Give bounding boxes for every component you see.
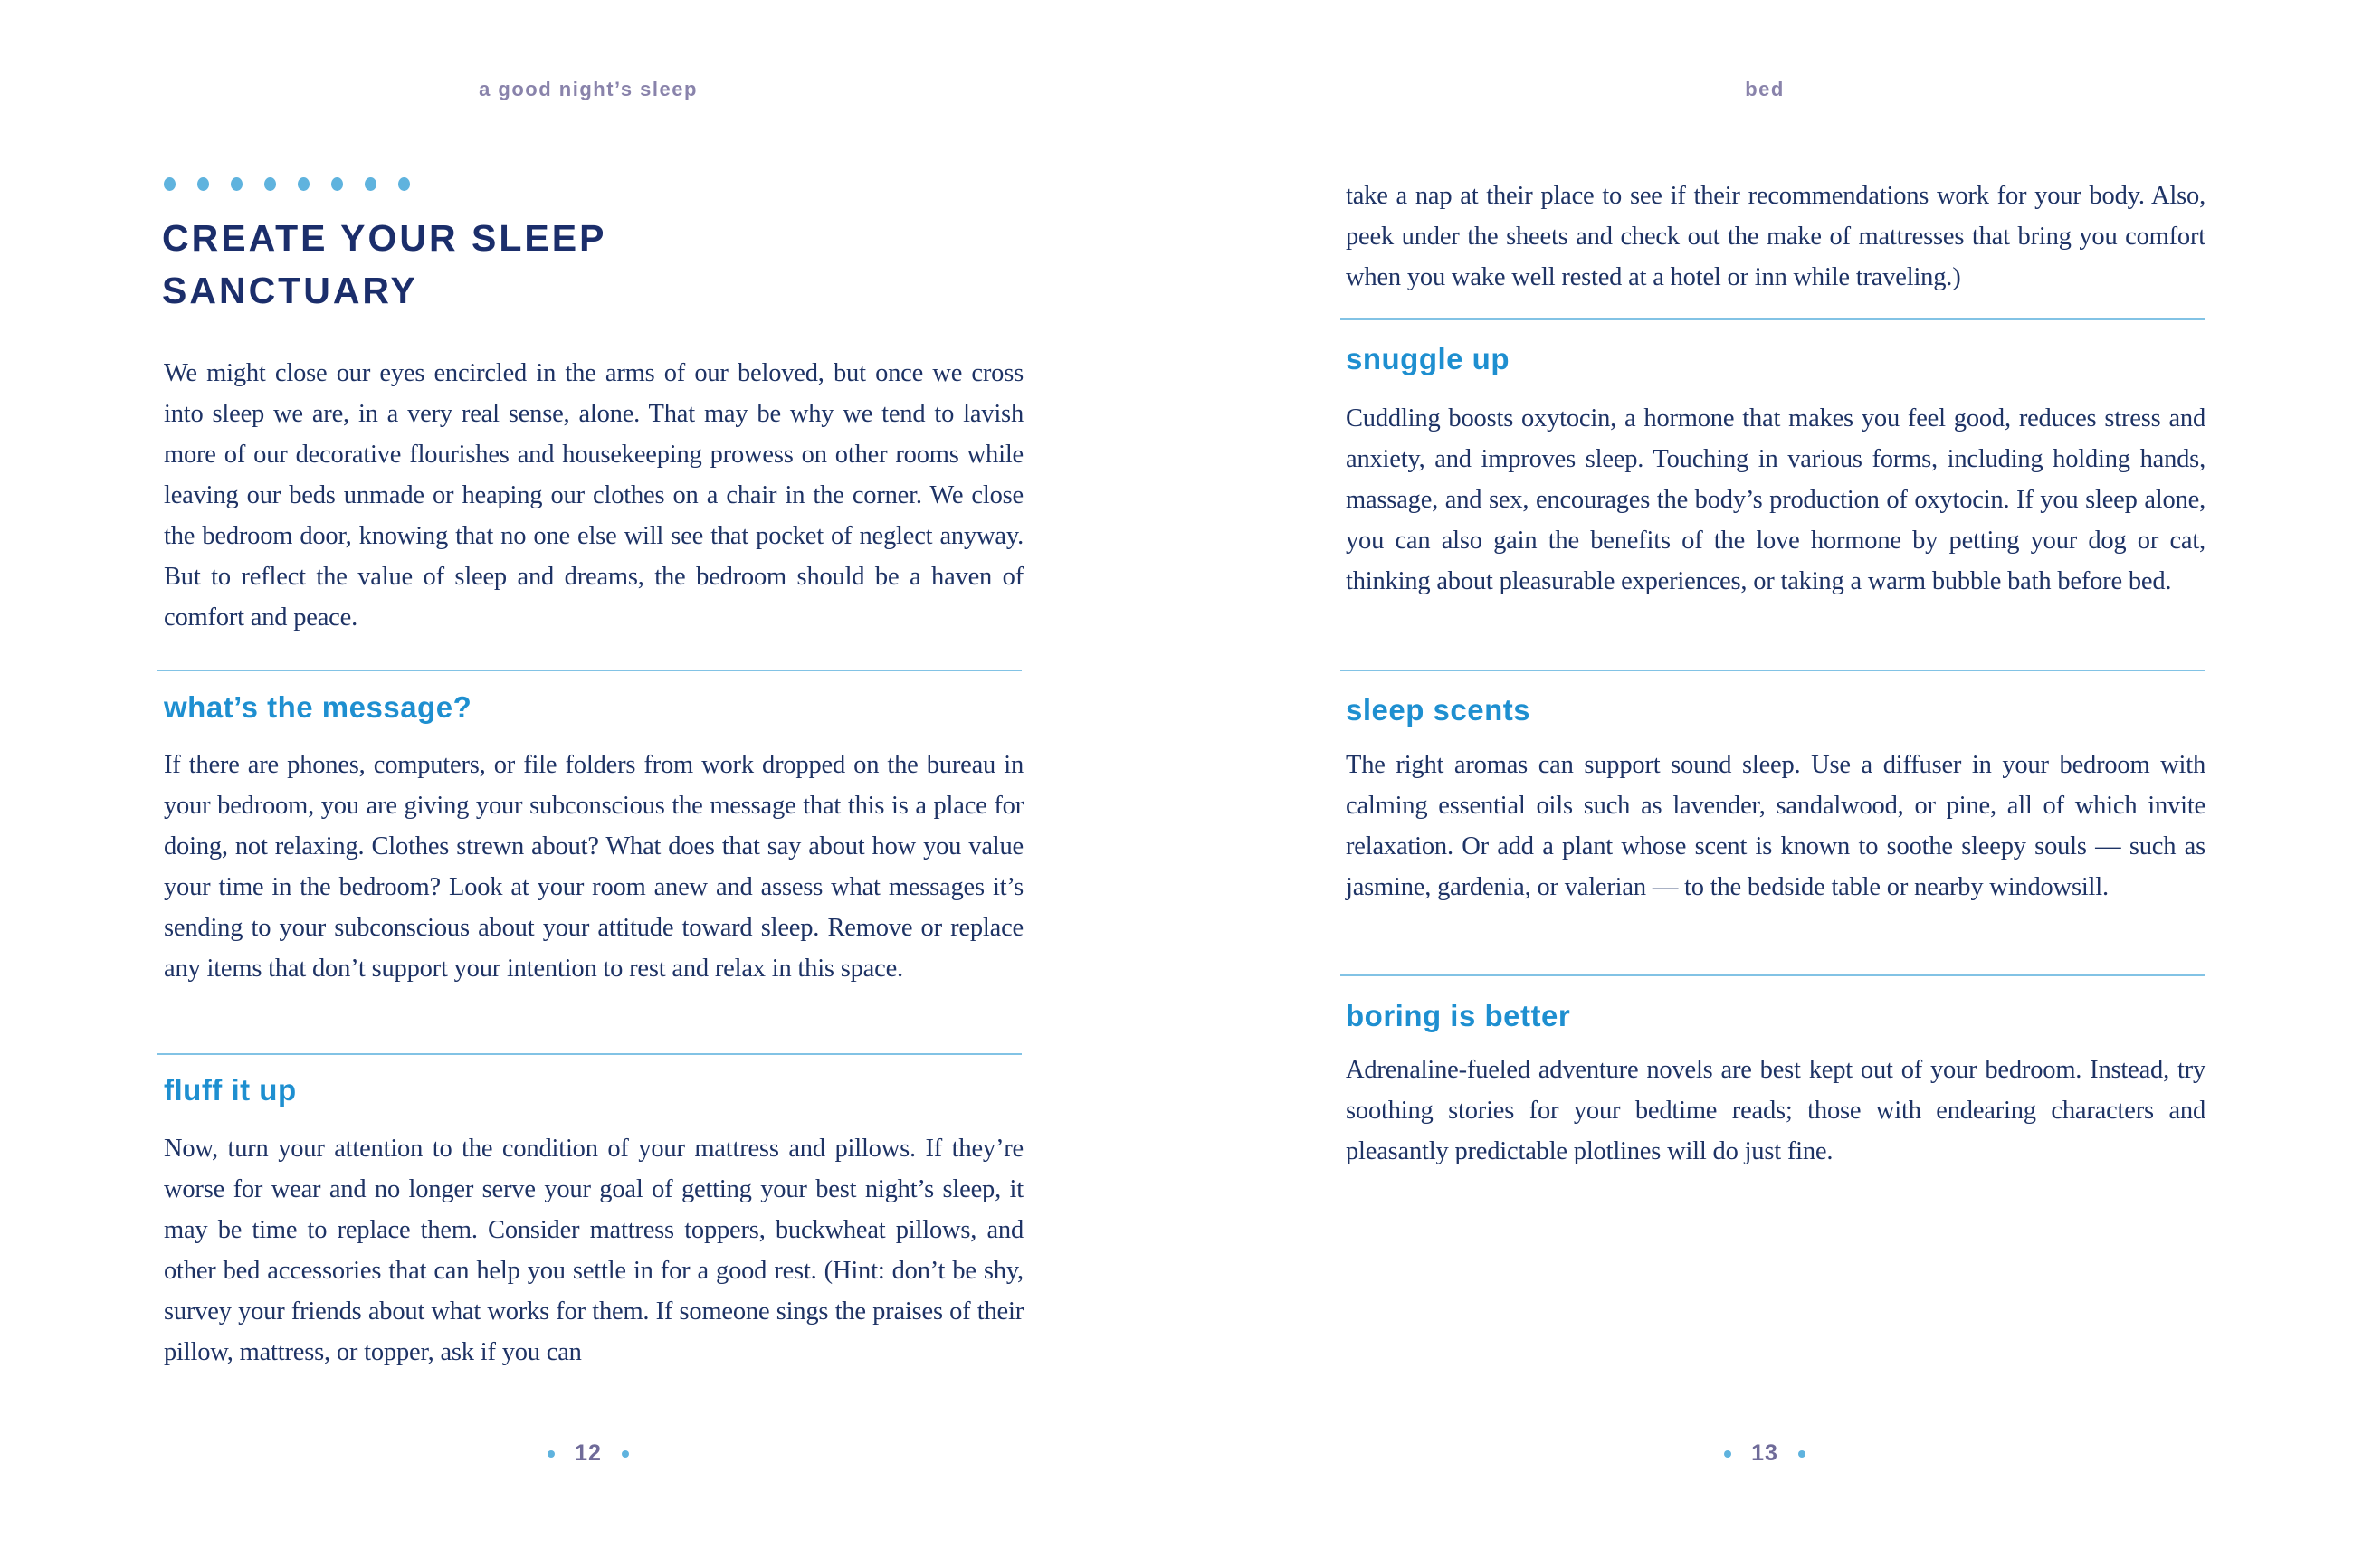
section-body: Now, turn your attention to the condition of your mattress and pillows. If they’re worse for wear and no longer serve your goal of getting your best night’s sleep, it may be time to replace them. Consider mattress toppers, buckwheat pillows, and other bed accessories that can help you settle in for a good rest. (Hint: don’t be shy, survey your friends about what works for them. If someone sings the praises of their pillow, mattress, or topper, ask if you can bbox=[164, 1135, 1024, 1366]
dot bbox=[197, 177, 209, 191]
section-body: Adrenaline-fueled adventure novels are best kept out of your bedroom. Instead, try soothing stories for your bedtime reads; those with endearing characters and pleasantly predictable plotlines will do just fine. bbox=[1346, 1056, 2205, 1165]
section-body: If there are phones, computers, or file folders from work dropped on the bureau in your bedroom, you are giving your subconscious the message that this is a place for doing, not relaxing. Clothes strewn about? What does that say about how you value your time in the bedroom? Look at your room anew and assess what messages it’s sending to your subconscious about your attitude toward sleep. Remove or replace any items that don’t support your intention to rest and relax in this space. bbox=[164, 751, 1024, 983]
dot bbox=[264, 177, 276, 191]
section-heading-snuggle-up: snuggle up bbox=[1346, 342, 1510, 375]
section-divider bbox=[1340, 670, 2205, 671]
section-heading-whats-the-message: what’s the message? bbox=[164, 690, 472, 724]
chapter-title bbox=[162, 212, 606, 317]
dot bbox=[298, 177, 310, 191]
folio-dot bbox=[548, 1450, 555, 1458]
running-header-right: bed bbox=[1745, 78, 1785, 100]
section-divider bbox=[1340, 318, 2205, 320]
folio-dot bbox=[1724, 1450, 1731, 1458]
running-header-left: a good night’s sleep bbox=[479, 78, 698, 100]
page-left bbox=[0, 0, 1176, 1568]
folio-number: 12 bbox=[575, 1440, 602, 1466]
folio-dot bbox=[622, 1450, 629, 1458]
page-right bbox=[1176, 0, 2353, 1568]
section-body: Cuddling boosts oxytocin, a hormone that makes you feel good, reduces stress and anxiety, and improves sleep. Touching in various forms, including holding hands, massage, and sex, encourages the body’s production of oxytocin. If you sleep alone, you can also gain the benefits of the love hormone by petting your dog or cat, thinking about pleasurable experiences, or taking a warm bubble bath before bed. bbox=[1346, 404, 2205, 595]
section-divider bbox=[157, 670, 1022, 671]
section-heading-boring-is-better: boring is better bbox=[1346, 999, 1571, 1032]
section-divider bbox=[157, 1053, 1022, 1055]
dot bbox=[398, 177, 410, 191]
folio-dot bbox=[1798, 1450, 1805, 1458]
section-heading-sleep-scents: sleep scents bbox=[1346, 693, 1531, 727]
continuation-paragraph: take a nap at their place to see if their recommendations work for your body. Also, peek under the sheets and check out the make of mattresses that bring you comfort when you wake well rested at a hotel or inn while traveling.) bbox=[1346, 182, 2205, 291]
section-heading-fluff-it-up: fluff it up bbox=[164, 1073, 297, 1107]
dot bbox=[164, 177, 176, 191]
page-number-left bbox=[0, 1440, 1176, 1467]
page-number-right bbox=[1176, 1440, 2353, 1467]
chapter-title-line1: CREATE YOUR SLEEP bbox=[162, 217, 607, 259]
dot bbox=[231, 177, 243, 191]
dots-decoration bbox=[164, 177, 410, 191]
chapter-title-line2: SANCTUARY bbox=[162, 270, 418, 311]
intro-paragraph: We might close our eyes encircled in the arms of our beloved, but once we cross into sleep we are, in a very real sense, alone. That may be why we tend to lavish more of our decorative flourishes and housekeeping prowess on other rooms while leaving our beds unmade or heaping our clothes on a chair in the corner. We close the bedroom door, knowing that no one else will see that pocket of neglect anyway. But to reflect the value of sleep and dreams, the bedroom should be a haven of comfort and peace. bbox=[164, 359, 1024, 632]
dot bbox=[365, 177, 376, 191]
folio-number: 13 bbox=[1751, 1440, 1778, 1466]
section-divider bbox=[1340, 974, 2205, 976]
dot bbox=[331, 177, 343, 191]
section-body: The right aromas can support sound sleep. Use a diffuser in your bedroom with calming essential oils such as lavender, sandalwood, or pine, all of which invite relaxation. Or add a plant whose scent is known to soothe sleepy souls — such as jasmine, gardenia, or valerian — to the bedside table or nearby windowsill. bbox=[1346, 751, 2205, 901]
